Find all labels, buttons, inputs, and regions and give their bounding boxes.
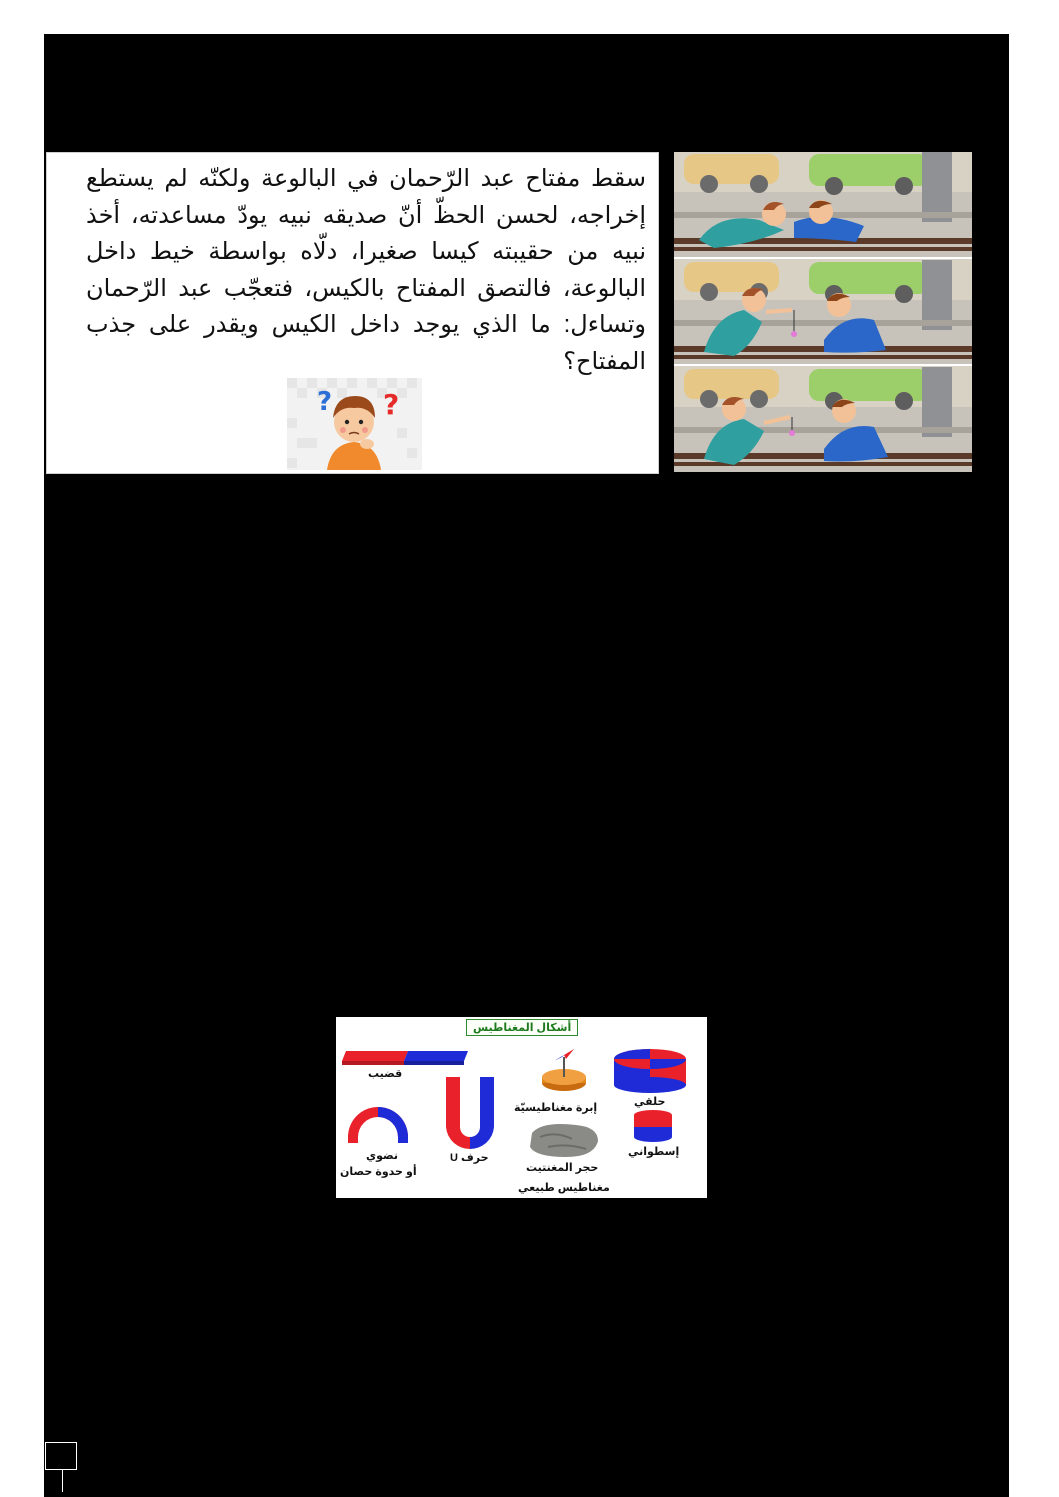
magnet-label-ring: حلقي	[634, 1096, 666, 1108]
magnets-figure-title: أشكال المغناطيس	[466, 1019, 578, 1036]
magnet-label-cylinder: إسطواني	[628, 1146, 680, 1158]
svg-text:?: ?	[317, 387, 333, 417]
comic-strip	[674, 152, 972, 472]
magnet-label-natural-magnet: مغناطيس طبيعي	[518, 1182, 610, 1194]
thinking-child-icon	[287, 378, 422, 470]
magnet-label-horseshoe: نضوي	[366, 1150, 398, 1162]
story-box	[46, 152, 659, 474]
comic-strip-icon	[674, 152, 972, 472]
magnet-label-lodestone: حجر المغنتيت	[526, 1162, 599, 1174]
corner-box	[45, 1442, 77, 1470]
magnet-label-needle: إبرة مغناطيسيّة	[514, 1102, 598, 1114]
svg-text:?: ?	[383, 388, 400, 421]
magnet-label-u-shape: حرف U	[450, 1152, 489, 1164]
magnet-label-bar: قضيب	[368, 1068, 403, 1080]
magnet-label-horseshoe-alt: أو حدوة حصان	[340, 1166, 417, 1178]
corner-tick	[62, 1470, 63, 1492]
story-paragraph: سقط مفتاح عبد الرّحمان في البالوعة ولكنّه لم يستطع إخراجه، لحسن الحظّ أنّ صديقه نبيه يودّ مساعدته، أخذ نبيه من حقيبته كيسا صغيرا، دلّاه بواسطة خيط داخل البالوعة، فالتصق المفتاح بالكيس، فتعجّب عبد الرّحمان وتساءل: ما الذي يوجد داخل الكيس ويقدر على جذب المفتاح؟	[86, 165, 646, 375]
magnet-shapes-figure	[336, 1017, 707, 1198]
